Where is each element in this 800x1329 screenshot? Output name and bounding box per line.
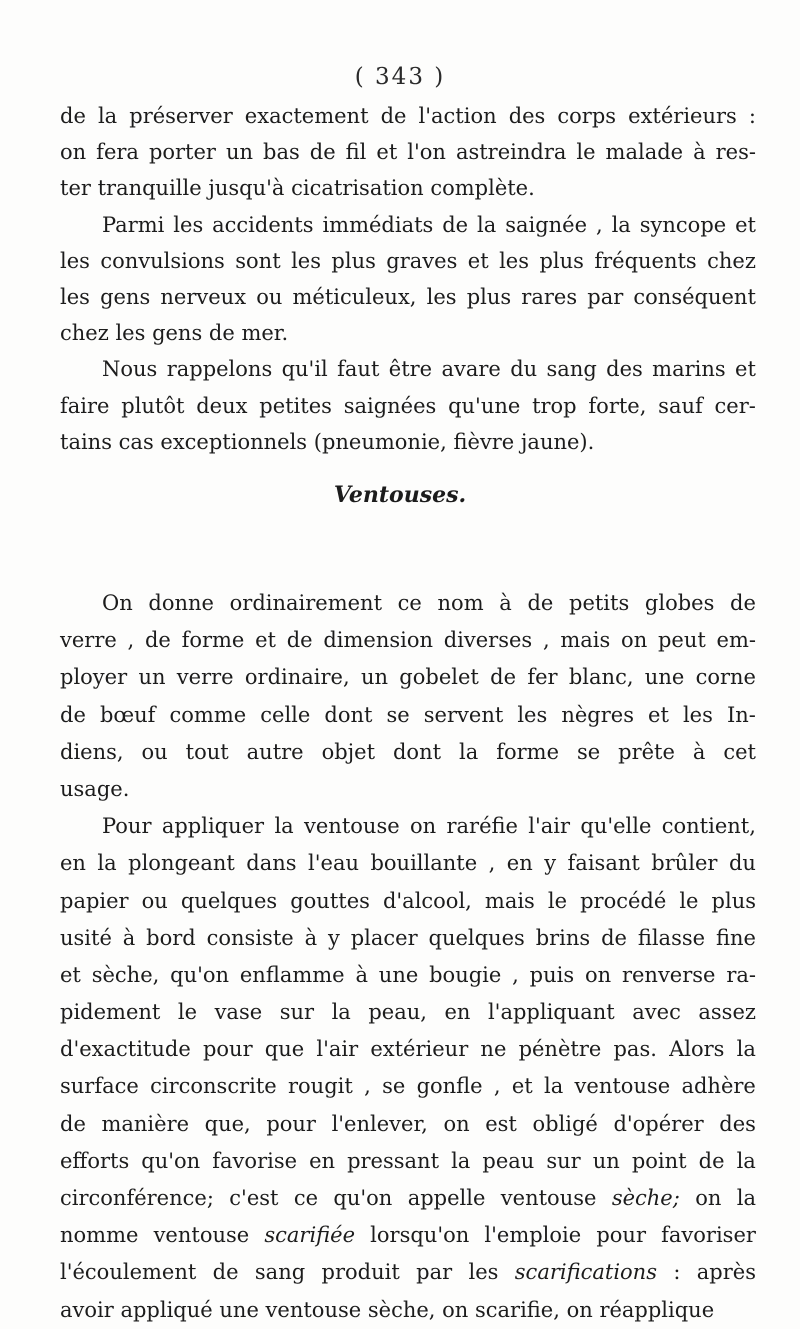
body-text-bottom [60,585,756,1329]
text-line: nomme ventouse scarifiée lorsqu'on l'emploie pour favoriser [60,1223,756,1248]
text-line: de bœuf comme celle dont se servent les nègres et les In- [60,702,756,727]
text-line: de manière que, pour l'enlever, on est obligé d'opérer des [60,1111,756,1136]
text-line: usité à bord consiste à y placer quelques brins de filasse fine [60,925,756,950]
text-line: de la préserver exactement de l'action des corps extérieurs : [60,104,756,128]
text-line: papier ou quelques gouttes d'alcool, mais le procédé le plus [60,888,756,913]
text-line: ployer un verre ordinaire, un gobelet de fer blanc, une corne [60,665,756,690]
text-line: pidement le vase sur la peau, en l'appliquant avec assez [60,1000,756,1025]
page-number: ( 343 ) [354,64,446,90]
text-line: d'exactitude pour que l'air extérieur ne pénètre pas. Alors la [60,1037,756,1062]
text-line: On donne ordinairement ce nom à de petits globes de [102,591,756,615]
text-line: tains cas exceptionnels (pneumonie, fièvre jaune). [60,429,595,454]
text-line: ter tranquille jusqu'à cicatrisation complète. [60,176,535,201]
text-line: Parmi les accidents immédiats de la saignée , la syncope et [102,212,756,237]
text-line: diens, ou tout autre objet dont la forme se prête à cet [60,739,756,764]
text-line: surface circonscrite rougit , se gonfle , et la ventouse adhère [60,1074,756,1099]
text-line: en la plongeant dans l'eau bouillante , en y faisant brûler du [60,851,756,876]
text-line: chez les gens de mer. [60,321,289,346]
text-line: avoir appliqué une ventouse sèche, on scarifie, on réapplique [60,1297,715,1322]
text-line: on fera porter un bas de fil et l'on astreindra le malade à res- [60,140,756,165]
text-line: circonférence; c'est ce qu'on appelle ventouse sèche; on la [60,1186,756,1210]
text-line: les convulsions sont les plus graves et les plus fréquents chez [60,248,756,273]
text-line: l'écoulement de sang produit par les scarifications : après [60,1260,756,1285]
text-line: Pour appliquer la ventouse on raréfie l'air qu'elle contient, [102,814,756,839]
text-line: et sèche, qu'on enflamme à une bougie , puis on renverse ra- [60,962,756,987]
text-line: faire plutôt deux petites saignées qu'une trop forte, sauf cer- [60,393,756,418]
body-text-top [60,98,756,460]
text-line: verre , de forme et de dimension diverses , mais on peut em- [60,628,756,653]
text-line: Nous rappelons qu'il faut être avare du sang des marins et [102,357,756,382]
text-line: usage. [60,776,130,801]
text-line: efforts qu'on favorise en pressant la peau sur un point de la [60,1148,756,1173]
section-title: Ventouses. [333,482,467,508]
text-line: les gens nerveux ou méticuleux, les plus rares par conséquent [60,284,756,309]
